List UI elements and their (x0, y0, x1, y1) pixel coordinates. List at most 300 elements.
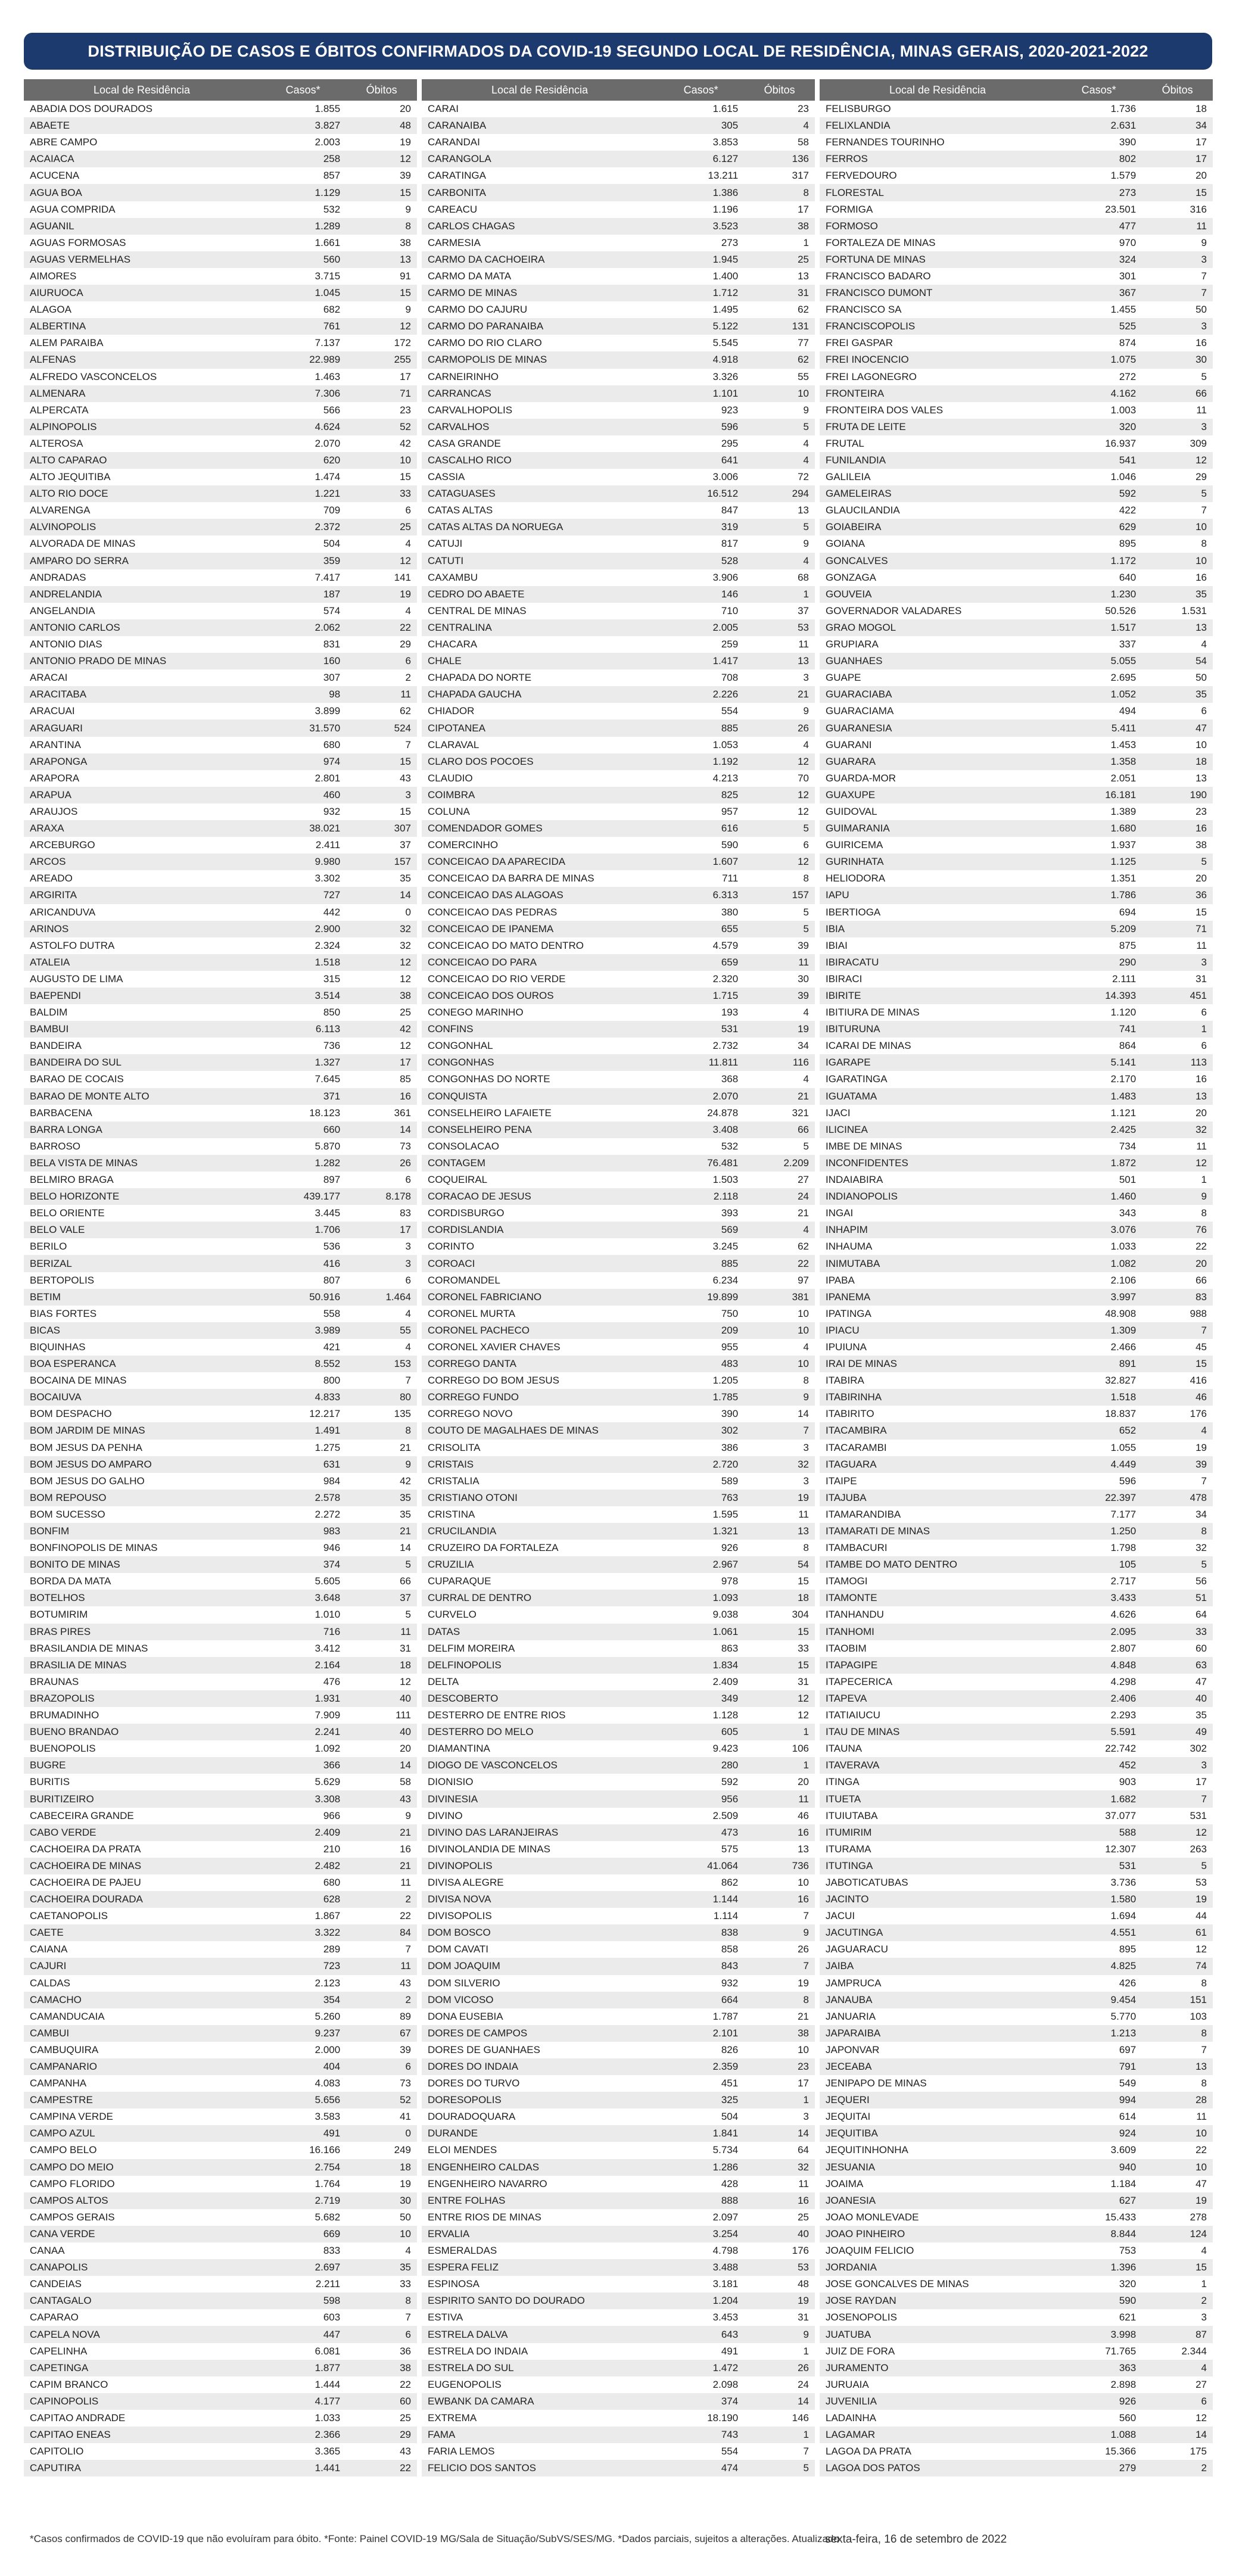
municipality-name: ESPIRITO SANTO DO DOURADO (422, 2292, 658, 2309)
municipality-name: EXTREMA (428, 2412, 477, 2424)
table-row (422, 1456, 815, 1473)
deaths-count: 172 (394, 337, 411, 349)
cases-count: 2.372 (260, 519, 346, 535)
cases-count: 863 (721, 1642, 739, 1654)
deaths-count: 4 (803, 1341, 809, 1353)
table-row (24, 1238, 417, 1255)
cases-count: 596 (658, 419, 744, 435)
cases-count: 422 (1119, 504, 1137, 516)
municipality-name: CUPARAQUE (428, 1575, 491, 1587)
municipality-name: JAMPRUCA (826, 1977, 882, 1989)
municipality-name: ARGIRITA (24, 887, 260, 904)
municipality-name: ILICINEA (820, 1122, 1056, 1138)
cases-count: 2.070 (315, 437, 341, 449)
municipality-name: GAMELEIRAS (820, 485, 1056, 502)
deaths-count: 8.178 (346, 1188, 417, 1205)
deaths-count: 14 (346, 887, 417, 904)
deaths-count: 361 (394, 1107, 411, 1119)
table-row (820, 988, 1213, 1004)
cases-count: 1.128 (712, 1709, 739, 1721)
deaths-count: 4 (803, 437, 809, 449)
table-row (24, 1908, 417, 1924)
deaths-count: 64 (798, 2144, 809, 2156)
deaths-count: 12 (346, 151, 417, 167)
cases-count: 1.053 (712, 739, 739, 750)
deaths-count: 11 (1196, 1140, 1207, 1152)
deaths-count: 9 (744, 1924, 815, 1941)
municipality-name: CAMANDUCAIA (30, 2010, 105, 2022)
municipality-name: GONZAGA (826, 571, 877, 583)
municipality-name: CORONEL FABRICIANO (422, 1289, 658, 1306)
municipality-name: JOSE RAYDAN (820, 2292, 1056, 2309)
municipality-name: ITAPAGIPE (820, 1657, 1056, 1674)
deaths-count: 17 (346, 1054, 417, 1071)
deaths-count: 113 (1142, 1054, 1213, 1071)
cases-count: 363 (1056, 2360, 1142, 2376)
deaths-count: 73 (400, 2077, 411, 2089)
deaths-count: 14 (346, 1757, 417, 1774)
municipality-name: FRUTAL (826, 437, 864, 449)
municipality-name: ACAIACA (24, 151, 260, 167)
deaths-count: 176 (792, 2245, 809, 2257)
table-row (422, 385, 815, 402)
cases-count: 273 (721, 236, 739, 248)
cases-count: 1.495 (712, 304, 739, 316)
table-row (820, 1372, 1213, 1389)
cases-count: 416 (260, 1255, 346, 1272)
table-row (24, 151, 417, 167)
municipality-name: ESTRELA DO SUL (422, 2360, 658, 2376)
table-row (24, 770, 417, 787)
page-title: DISTRIBUIÇÃO DE CASOS E ÓBITOS CONFIRMADOS DA COVID-19 SEGUNDO LOCAL DE RESIDÊNCIA, MINAS GERAIS, 2020-2021-2022 (24, 33, 1212, 70)
municipality-name: BOM JARDIM DE MINAS (24, 1422, 260, 1439)
municipality-name: ITAPEVA (820, 1690, 1056, 1707)
deaths-count: 20 (798, 1776, 809, 1788)
table-row (820, 2159, 1213, 2176)
deaths-count: 63 (1142, 1657, 1213, 1674)
cases-count: 531 (658, 1021, 744, 1038)
deaths-count: 4 (803, 1007, 809, 1018)
table-row (24, 2209, 417, 2226)
cases-count: 1.694 (1110, 1910, 1137, 1922)
municipality-name: GUARACIABA (820, 686, 1056, 703)
table-row (422, 988, 815, 1004)
municipality-name: BERILO (30, 1241, 67, 1253)
municipality-name: CANA VERDE (24, 2226, 260, 2242)
municipality-name: CATAS ALTAS (428, 504, 493, 516)
table-row (24, 201, 417, 218)
municipality-name: ITUMIRIM (820, 1824, 1056, 1841)
table-row (24, 854, 417, 870)
deaths-count: 14 (798, 1408, 809, 1420)
cases-count: 374 (658, 2393, 744, 2410)
cases-count: 4.449 (1056, 1456, 1142, 1473)
municipality-name: ALEM PARAIBA (30, 337, 104, 349)
deaths-count: 9 (405, 203, 411, 215)
cases-count: 390 (721, 1408, 739, 1420)
municipality-name: COMENDADOR GOMES (422, 820, 658, 837)
deaths-count: 10 (1142, 519, 1213, 535)
cases-count: 1.400 (712, 270, 739, 282)
municipality-name: AGUAS VERMELHAS (24, 251, 260, 268)
cases-count: 1.736 (1110, 103, 1137, 115)
cases-count: 560 (1119, 2412, 1137, 2424)
municipality-name: ARAPORA (30, 772, 80, 784)
municipality-name: ANTONIO PRADO DE MINAS (24, 653, 260, 669)
municipality-name: FRONTEIRA DOS VALES (826, 404, 944, 416)
deaths-count: 6 (346, 2326, 417, 2343)
deaths-count: 22 (400, 1910, 411, 1922)
table-row (422, 1824, 815, 1841)
cases-count: 1.872 (1056, 1155, 1142, 1172)
deaths-count: 17 (346, 1222, 417, 1238)
table-row (820, 1624, 1213, 1640)
deaths-count: 12 (1142, 1155, 1213, 1172)
deaths-count: 2 (1142, 2292, 1213, 2309)
deaths-count: 5 (405, 1609, 411, 1621)
table-row (820, 351, 1213, 368)
table-row (24, 285, 417, 301)
deaths-count: 38 (346, 988, 417, 1004)
municipality-name: FELISBURGO (826, 103, 891, 115)
deaths-count: 478 (1142, 1490, 1213, 1506)
table-row (820, 402, 1213, 419)
cases-count: 2.226 (658, 686, 744, 703)
municipality-name: CONCEICAO DO PARA (422, 954, 658, 971)
municipality-name: CASSIA (428, 471, 465, 483)
table-row (24, 887, 417, 904)
deaths-count: 10 (744, 1322, 815, 1339)
deaths-count: 40 (1142, 1690, 1213, 1707)
cases-count: 850 (323, 1007, 341, 1018)
deaths-count: 47 (1195, 1675, 1207, 1687)
cases-count: 3.326 (712, 370, 739, 382)
table-row (422, 737, 815, 753)
table-row (422, 2376, 815, 2393)
municipality-name: BARBACENA (30, 1107, 92, 1119)
municipality-name: CAMBUQUIRA (30, 2044, 99, 2055)
table-row (820, 1908, 1213, 1924)
deaths-count: 48 (346, 117, 417, 134)
table-row (820, 737, 1213, 753)
cases-count: 7.177 (1110, 1508, 1137, 1520)
municipality-name: IPIACU (820, 1322, 1056, 1339)
municipality-name: IAPU (820, 887, 1056, 904)
deaths-count: 97 (798, 1274, 809, 1286)
municipality-name: DESTERRO DE ENTRE RIOS (428, 1709, 566, 1721)
municipality-name: FELIXLANDIA (820, 117, 1056, 134)
table-row (422, 201, 815, 218)
municipality-name: ESMERALDAS (428, 2245, 497, 2257)
cases-count: 800 (323, 1375, 341, 1387)
deaths-count: 531 (1190, 1809, 1207, 1821)
cases-count: 5.411 (1056, 719, 1142, 736)
table-row (422, 686, 815, 703)
cases-count: 2.211 (315, 2278, 341, 2290)
cases-count: 2.482 (260, 1858, 346, 1874)
municipality-name: BOCAIUVA (24, 1389, 260, 1406)
municipality-name: ATALEIA (24, 954, 260, 971)
table-row (820, 1941, 1213, 1958)
deaths-count: 302 (1190, 1743, 1207, 1755)
cases-count: 5.682 (315, 2211, 341, 2223)
municipality-name: CACHOEIRA DE MINAS (24, 1858, 260, 1874)
deaths-count: 91 (400, 270, 411, 282)
table-row (422, 369, 815, 385)
table-row (24, 519, 417, 535)
table-row (422, 1172, 815, 1188)
cases-count: 590 (721, 839, 739, 851)
cases-count: 371 (260, 1088, 346, 1105)
deaths-count: 20 (1195, 873, 1207, 884)
deaths-count: 40 (346, 1690, 417, 1707)
table-row (24, 1841, 417, 1858)
header-deaths: Óbitos (1142, 79, 1213, 101)
cases-count: 2.106 (1110, 1274, 1137, 1286)
municipality-name: INGAI (826, 1207, 854, 1219)
table-row (422, 2192, 815, 2209)
deaths-count: 4 (744, 117, 815, 134)
cases-count: 643 (658, 2326, 744, 2343)
cases-count: 8.552 (260, 1356, 346, 1372)
municipality-name: CHAPADA GAUCHA (422, 686, 658, 703)
cases-count: 994 (1056, 2092, 1142, 2108)
cases-count: 1.877 (260, 2360, 346, 2376)
cases-count: 48.908 (1105, 1307, 1137, 1319)
table-row (820, 1004, 1213, 1021)
deaths-count: 22 (346, 2460, 417, 2477)
cases-count: 1.444 (315, 2378, 341, 2390)
table-row (422, 603, 815, 619)
cases-count: 494 (1119, 705, 1137, 717)
cases-count: 16.512 (658, 485, 744, 502)
deaths-count: 80 (346, 1389, 417, 1406)
cases-count: 3.827 (260, 117, 346, 134)
table-row (24, 2376, 417, 2393)
municipality-name: ESPINOSA (428, 2278, 480, 2290)
municipality-name: ENGENHEIRO NAVARRO (428, 2178, 547, 2189)
cases-count: 366 (260, 1757, 346, 1774)
deaths-count: 12 (744, 753, 815, 770)
table-column-3 (820, 79, 1213, 2477)
deaths-count: 5 (744, 820, 815, 837)
table-row (820, 1038, 1213, 1054)
municipality-name: CAREACU (428, 203, 478, 215)
municipality-name: JOSE GONCALVES DE MINAS (826, 2278, 969, 2290)
table-row (422, 2276, 815, 2292)
cases-count: 2.000 (315, 2044, 341, 2055)
municipality-name: DONA EUSEBIA (428, 2010, 503, 2022)
cases-count: 3.076 (1056, 1222, 1142, 1238)
cases-count: 833 (323, 2245, 341, 2257)
cases-count: 1.125 (1056, 854, 1142, 870)
deaths-count: 12 (744, 787, 815, 803)
municipality-name: CAMPOS ALTOS (24, 2192, 260, 2209)
table-row (820, 1272, 1213, 1289)
cases-count: 1.518 (1056, 1389, 1142, 1406)
cases-count: 817 (721, 538, 739, 550)
municipality-name: GRAO MOGOL (820, 619, 1056, 636)
cases-count: 7.645 (315, 1073, 341, 1085)
deaths-count: 46 (798, 1809, 809, 1821)
municipality-name: ALTO RIO DOCE (24, 485, 260, 502)
deaths-count: 10 (798, 1876, 809, 1888)
deaths-count: 31 (1195, 973, 1207, 985)
municipality-name: GONCALVES (820, 553, 1056, 569)
table-row (24, 117, 417, 134)
table-row (820, 2025, 1213, 2042)
deaths-count: 50 (1195, 304, 1207, 316)
deaths-count: 16 (1195, 337, 1207, 349)
cases-count: 2.005 (658, 619, 744, 636)
cases-count: 1.144 (658, 1891, 744, 1908)
municipality-name: ALVINOPOLIS (24, 519, 260, 535)
cases-count: 825 (658, 787, 744, 803)
deaths-count: 17 (1142, 151, 1213, 167)
deaths-count: 381 (744, 1289, 815, 1306)
municipality-name: DOM SILVERIO (428, 1977, 500, 1989)
cases-count: 966 (323, 1809, 341, 1821)
table-row (422, 1657, 815, 1674)
table-row (820, 452, 1213, 469)
municipality-name: ARAUJOS (30, 805, 78, 817)
table-row (24, 502, 417, 519)
municipality-name: IBITURUNA (820, 1021, 1056, 1038)
deaths-count: 12 (400, 1040, 411, 1052)
table-row (422, 619, 815, 636)
table-row (24, 1054, 417, 1071)
cases-count: 1.945 (658, 251, 744, 268)
deaths-count: 3 (405, 1241, 411, 1253)
municipality-name: JOAO MONLEVADE (826, 2211, 919, 2223)
cases-count: 343 (1119, 1207, 1137, 1219)
deaths-count: 7 (1142, 285, 1213, 301)
deaths-count: 48 (798, 2278, 809, 2290)
deaths-count: 10 (1142, 2125, 1213, 2142)
cases-count: 380 (721, 906, 739, 918)
municipality-name: BANDEIRA DO SUL (24, 1054, 260, 1071)
municipality-name: CAMPANHA (30, 2077, 87, 2089)
cases-count: 574 (323, 605, 341, 616)
cases-count: 473 (658, 1824, 744, 1841)
municipality-name: CONGONHAS (422, 1054, 658, 1071)
deaths-count: 12 (346, 954, 417, 971)
deaths-count: 7 (1201, 2044, 1207, 2055)
deaths-count: 3 (1142, 1757, 1213, 1774)
table-row (24, 101, 417, 117)
municipality-name: ARAGUARI (24, 719, 260, 736)
municipality-name: ALAGOA (30, 304, 71, 316)
cases-count: 532 (323, 203, 341, 215)
cases-count: 4.083 (315, 2077, 341, 2089)
deaths-count: 37 (798, 605, 809, 616)
deaths-count: 46 (1142, 1389, 1213, 1406)
deaths-count: 6 (346, 2058, 417, 2075)
table-row (820, 519, 1213, 535)
table-row (24, 1071, 417, 1088)
cases-count: 847 (721, 504, 739, 516)
cases-count: 1.321 (658, 1523, 744, 1540)
header-deaths: Óbitos (744, 79, 815, 101)
table-row (24, 251, 417, 268)
cases-count: 734 (1119, 1140, 1137, 1152)
municipality-name: IBIAI (826, 939, 848, 951)
cases-count: 1.052 (1056, 686, 1142, 703)
cases-count: 1.937 (1110, 839, 1137, 851)
table-row (820, 1824, 1213, 1841)
cases-count: 596 (1119, 1475, 1137, 1487)
cases-count: 2.241 (260, 1724, 346, 1740)
table-row (820, 1222, 1213, 1238)
municipality-name: ELOI MENDES (428, 2144, 497, 2156)
table-row (24, 837, 417, 854)
table-row (24, 1122, 417, 1138)
deaths-count: 21 (346, 1824, 417, 1841)
municipality-name: GOIANA (826, 538, 865, 550)
municipality-name: CAETANOPOLIS (30, 1910, 108, 1922)
table-row (820, 569, 1213, 586)
table-row (24, 1757, 417, 1774)
municipality-name: ARANTINA (30, 739, 81, 750)
table-row (422, 1255, 815, 1272)
municipality-name: DOM CAVATI (428, 1943, 488, 1955)
municipality-name: BIQUINHAS (30, 1341, 86, 1353)
table-row (422, 1674, 815, 1690)
municipality-name: CAMPO BELO (30, 2144, 97, 2156)
cases-count: 32.827 (1105, 1375, 1137, 1387)
deaths-count: 11 (346, 686, 417, 703)
municipality-name: ALVARENGA (30, 504, 91, 516)
cases-count: 2.898 (1110, 2378, 1137, 2390)
table-row (24, 1674, 417, 1690)
municipality-name: GOIABEIRA (820, 519, 1056, 535)
municipality-name: CARMO DO PARANAIBA (422, 318, 658, 335)
municipality-name: BOA ESPERANCA (24, 1356, 260, 1372)
municipality-name: DIAMANTINA (428, 1743, 490, 1755)
table-row (422, 2460, 815, 2477)
cases-count: 349 (658, 1690, 744, 1707)
table-row (422, 870, 815, 887)
deaths-count: 62 (744, 351, 815, 368)
table-row (820, 686, 1213, 703)
table-row (422, 469, 815, 485)
deaths-count: 4 (405, 2245, 411, 2257)
deaths-count: 32 (346, 921, 417, 937)
municipality-name: IGARAPE (820, 1054, 1056, 1071)
deaths-count: 10 (744, 385, 815, 402)
table-row (24, 820, 417, 837)
footnote: *Casos confirmados de COVID-19 que não evoluíram para óbito. *Fonte: Painel COVID-19 MG/Sala de Situação/SubVS/SES/MG. *Dados parciais, sujeitos a alterações. Atualizado (30, 2533, 839, 2544)
municipality-name: DORES DO TURVO (428, 2077, 520, 2089)
deaths-count: 66 (744, 1122, 815, 1138)
municipality-name: FELICIO DOS SANTOS (422, 2460, 658, 2477)
municipality-name: BRAZOPOLIS (24, 1690, 260, 1707)
municipality-name: ALMENARA (24, 385, 260, 402)
municipality-name: IBIRACI (826, 973, 863, 985)
table-row (422, 770, 815, 787)
deaths-count: 278 (1190, 2211, 1207, 2223)
deaths-count: 4 (1201, 638, 1207, 650)
municipality-name: CARNEIRINHO (428, 370, 499, 382)
cases-count: 272 (1119, 370, 1137, 382)
table-row (24, 904, 417, 921)
deaths-count: 25 (798, 2211, 809, 2223)
municipality-name: CORONEL PACHECO (422, 1322, 658, 1339)
municipality-name: BIAS FORTES (30, 1307, 97, 1319)
table-row (24, 586, 417, 603)
municipality-name: ALTEROSA (30, 437, 83, 449)
municipality-name: BURITIZEIRO (24, 1790, 260, 1807)
